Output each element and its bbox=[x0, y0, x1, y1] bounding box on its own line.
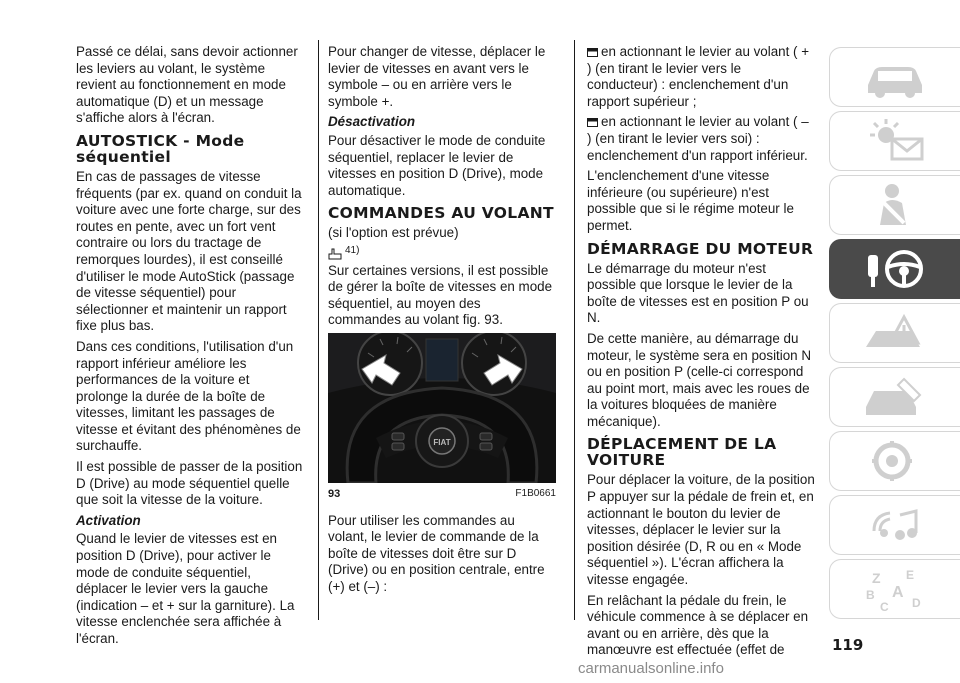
column-1 bbox=[76, 44, 304, 652]
maintenance-icon bbox=[860, 373, 930, 421]
column-divider bbox=[574, 40, 575, 620]
paragraph: En relâchant la pédale du frein, le véhicule commence à se déplacer en avant ou en arrière, dès que la manœuvre est effectuée (effet de bbox=[587, 592, 809, 658]
index-letter: C bbox=[880, 600, 889, 613]
paragraph: Pour changer de vitesse, déplacer le levier de vitesses en avant vers le symbole – ou en arrière vers le symbole +. bbox=[328, 44, 546, 109]
section-heading: DÉMARRAGE DU MOTEUR bbox=[587, 239, 814, 258]
index-letter: B bbox=[866, 588, 875, 602]
index-letter: A bbox=[892, 584, 904, 601]
bullet-icon bbox=[587, 48, 598, 57]
index-letter: E bbox=[906, 568, 915, 582]
paragraph: Pour désactiver le mode de conduite séquentiel, replacer le levier de vitesses en position D (Drive), mode automatique. bbox=[328, 132, 546, 198]
bullet-text: en actionnant le levier au volant ( – ) (en tirant le levier vers soi) : enclenchement d'un rapport inférieur. bbox=[587, 114, 809, 163]
note-number: 41) bbox=[345, 244, 360, 256]
page-number: 119 bbox=[832, 636, 864, 654]
bullet-text: en actionnant le levier au volant ( + ) (en tirant le levier vers le conducteur) : enclenchement d'un rapport supérieur ; bbox=[587, 44, 810, 109]
paragraph: Dans ces conditions, l'utilisation d'un rapport inférieur améliore les performances de la voiture et prolonge la durée de la boîte de vitesses, limitant les passages de vitesse et évitant des phénomènes de surchauffe. bbox=[76, 338, 301, 454]
column-2 bbox=[328, 44, 556, 599]
car-dashboard-icon bbox=[860, 53, 930, 101]
bullet-item bbox=[587, 44, 815, 110]
tab-car-dashboard[interactable] bbox=[829, 47, 960, 107]
watermark: carmanualsonline.info bbox=[578, 660, 724, 677]
safety-icon bbox=[860, 181, 930, 229]
tab-emergency[interactable] bbox=[829, 303, 960, 363]
tab-maintenance[interactable] bbox=[829, 367, 960, 427]
bullet-icon bbox=[587, 118, 598, 127]
technical-data-icon bbox=[860, 437, 930, 485]
svg-text:FIAT: FIAT bbox=[433, 437, 451, 447]
hand-pointer-icon bbox=[328, 248, 342, 260]
chapter-tabs bbox=[829, 47, 960, 623]
section-heading: AUTOSTICK - Mode séquentiel bbox=[76, 131, 245, 166]
index-letter: D bbox=[912, 596, 921, 610]
column-divider bbox=[318, 40, 319, 620]
tab-steering-key[interactable] bbox=[829, 239, 960, 299]
paragraph: Sur certaines versions, il est possible de gérer la boîte de vitesses en mode séquentiel, au moyen des commandes au volant fig. 93. bbox=[328, 262, 553, 328]
tab-index[interactable] bbox=[829, 559, 960, 619]
index-letter: Z bbox=[872, 570, 881, 586]
figure-number: 93 bbox=[328, 487, 341, 500]
subheading: (si l'option est prévue) bbox=[328, 225, 459, 241]
subsection-heading: Activation bbox=[76, 512, 141, 528]
figure-code: F1B0661 bbox=[515, 487, 556, 499]
multimedia-icon bbox=[860, 501, 930, 549]
tab-technical-data[interactable] bbox=[829, 431, 960, 491]
tab-safety[interactable] bbox=[829, 175, 960, 235]
column-3 bbox=[587, 44, 815, 663]
paragraph: De cette manière, au démarrage du moteur, le système sera en position N ou en position P (celle-ci correspond au point mort, mais avec les roues de la voitures bloquées de manière mécanique). bbox=[587, 330, 812, 429]
warning-lights-icon bbox=[860, 117, 930, 165]
paragraph: En cas de passages de vitesse fréquents (par ex. quand on conduit la voiture avec une forte charge, sur des routes en pente, avec un fort vent contraire ou lors du tractage de remorques lourdes), il est conseillé d'utiliser le mode AutoStick (passage de vitesse séquentiel) pour sélectionner et maintenir un rapport fixe plus bas. bbox=[76, 168, 302, 334]
steering-wheel-figure bbox=[328, 333, 556, 483]
paragraph: Pour déplacer la voiture, de la position P appuyer sur la pédale de frein et, en actionnant le bouton du levier de vitesses, déplacer le levier sur la position désirée (D, R ou en « Mode séquentiel »). L'écran affichera la vitesse engagée. bbox=[587, 472, 815, 588]
emergency-icon bbox=[860, 309, 930, 357]
bullet-item bbox=[587, 114, 815, 164]
tab-multimedia[interactable] bbox=[829, 495, 960, 555]
paragraph: Quand le levier de vitesses est en position D (Drive), pour activer le mode de conduite séquentiel, déplacer le levier vers la gauche (indication – et + sur la garniture). La vitesse enclenchée sera affichée à l'écran. bbox=[76, 531, 295, 646]
paragraph: Il est possible de passer de la position D (Drive) au mode séquentiel quelle que soit la vitesse de la voiture. bbox=[76, 459, 303, 508]
paragraph: Le démarrage du moteur n'est possible que lorsque le levier de la boîte de vitesses est en position P ou N. bbox=[587, 260, 809, 326]
subsection-heading: Désactivation bbox=[328, 114, 416, 130]
steering-wheel-illustration bbox=[328, 333, 556, 483]
steering-key-icon bbox=[860, 245, 930, 293]
tab-warning-lights[interactable] bbox=[829, 111, 960, 171]
note-reference bbox=[328, 243, 556, 260]
index-icon bbox=[860, 565, 930, 613]
paragraph: L'enclenchement d'une vitesse inférieure (ou supérieure) n'est possible que si le régime moteur le permet. bbox=[587, 168, 794, 233]
paragraph: Passé ce délai, sans devoir actionner les leviers au volant, le système revient au fonctionnement en mode automatique (D) et un message s'affiche alors à l'écran. bbox=[76, 44, 298, 126]
paragraph: Pour utiliser les commandes au volant, le levier de commande de la boîte de vitesses doit être sur D (Drive) ou en position centrale, entre (+) et (–) : bbox=[328, 512, 545, 594]
figure-caption bbox=[328, 486, 556, 503]
section-heading: COMMANDES AU VOLANT bbox=[328, 204, 554, 223]
section-heading: DÉPLACEMENT DE LA VOITURE bbox=[587, 435, 777, 470]
